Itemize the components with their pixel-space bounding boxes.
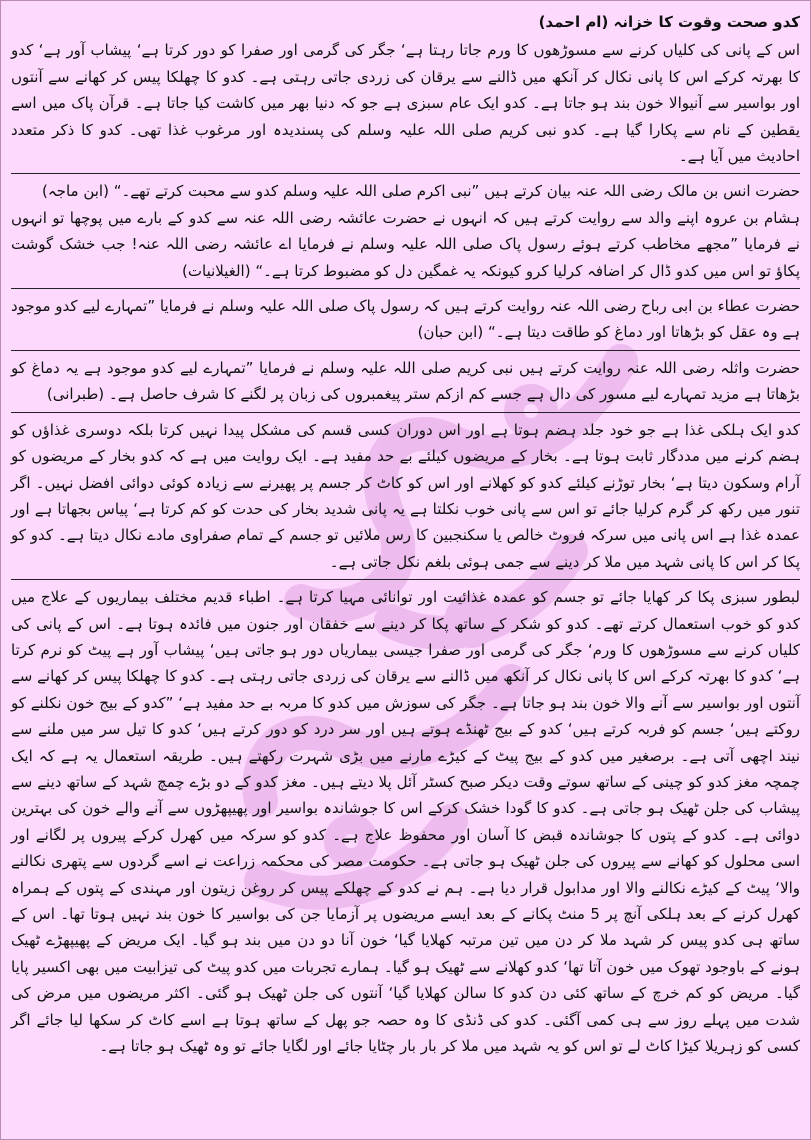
- paragraph-benefits: کدو ایک ہلکی غذا ہے جو خود جلد ہضم ہوتا ہے اور اس دوران کسی قسم کی مشکل پیدا نہیں کرتا بلکہ دوسری غذاؤں کو ہضم کرنے میں مددگار ثابت ہوتا ہے۔ بخار کے مریضوں کیلئے بے حد مفید ہے۔ ایک روایت میں ہے کہ کدو بخار کے مریضوں کو آرام وسکون دیتا ہے‘ بخار توڑنے کیلئے کدو کو کھلانے اور اس کو کاٹ کر جسم پر پھیرنے سے زیادہ کوئی دوائی افضل نہیں۔ اگر تنور میں رکھ کر گرم کرلیا جائے تو اس سے پانی خوب نکلتا ہے یہ پانی شدید بخار کی حدت کو کم کرتا ہے‘ پیاس بجھاتا ہے اور عمدہ غذا ہے اس پانی میں سرکہ فروٹ خالص یا سکنجبین کا رس ملائیں تو جسم کے تمام صفراوی مادے نکال دیتا ہے۔ کدو کو پکا کر اس کا پانی شہد میں ملا کر دینے سے جمی ہوئی بلغم نکل جاتی ہے۔: [11, 417, 800, 580]
- paragraph-hadith-wathila: حضرت واثلہ رضی اللہ عنہ روایت کرتے ہیں نبی کریم صلی اللہ علیہ وسلم نے فرمایا ”تمہارے لیے کدو موجود ہے یہ دماغ کو بڑھاتا ہے مزید تمہارے لیے مسور کی دال ہے جسے کم ازکم ستر پیغمبروں کی زبان پر لگنے کا شرف حاصل ہے۔ (طبرانی): [11, 355, 800, 413]
- paragraph-intro: اس کے پانی کی کلیاں کرنے سے مسوڑھوں کا ورم جاتا رہتا ہے‘ جگر کی گرمی اور صفرا کو دور کرتا ہے‘ پیشاب آور ہے‘ کدو کا بھرتہ کرکے اس کا پانی نکال کر آنکھ میں ڈالنے سے یرقان کی زردی جاتی رہتی ہے۔ کدو کا چھلکا پیس کر کھانے سے آنتوں اور بواسیر سے آنیوالا خون بند ہو جاتا ہے۔ کدو ایک عام سبزی ہے جو کہ دنیا بھر میں کاشت کیا جاتا ہے۔ قرآن پاک میں اسے یقطین کے نام سے پکارا گیا ہے۔ کدو نبی کریم صلی اللہ علیہ وسلم کی پسندیدہ اور مرغوب غذا تھی۔ کدو کا ذکر متعدد احادیث میں آیا ہے۔: [11, 37, 800, 174]
- paragraph-remedies: لبطور سبزی پکا کر کھایا جائے تو جسم کو عمدہ غذائیت اور توانائی مہیا کرتا ہے۔ اطباء قدیم مختلف بیماریوں کے علاج میں کدو کو خوب استعمال کرتے تھے۔ کدو کو شکر کے ساتھ پکا کر دینے سے خفقان اور جنون میں فائدہ ہوتا ہے۔ اس کے پانی کی کلیاں کرنے سے مسوڑھوں کا ورم‘ جگر کی گرمی اور صفرا جیسی بیماریاں دور ہو جاتی ہیں‘ پیشاب آور ہے پیٹ کو نرم کرتا ہے‘ کدو کا بھرتہ کرکے اس کا پانی نکال کر آنکھ میں ڈالنے سے یرقان کی زردی جاتی رہتی ہے۔ کدو کا چھلکا پیس کر کھانے سے آنتوں اور بواسیر سے آنے والا خون بند ہو جاتا ہے۔ جگر کی سوزش میں کدو کا مربہ بے حد مفید ہے‘ ”کدو کے بیج خون نکلنے کو روکتے ہیں‘ جسم کو فربہ کرتے ہیں‘ کدو کے بیج ٹھنڈے ہوتے ہیں اور سر درد کو دور کرتے ہیں‘ کدو کا تیل سر میں ملنے سے نیند اچھی آتی ہے۔ برصغیر میں کدو کے بیج پیٹ کے کیڑے مارنے میں بڑی شہرت رکھتے ہیں۔ طریقہ استعمال یہ ہے کہ ایک چمچہ مغز کدو کو چینی کے ساتھ سوتے وقت دیکر صبح کسٹر آئل پلا دیتے ہیں۔ مغز کدو کے دو بڑے چمچ شہد کے ساتھ دینے سے پیشاب کی جلن ٹھیک ہو جاتی ہے۔ کدو کا گودا خشک کرکے اس کا جوشاندہ بواسیر اور پھیپھڑوں سے آنے والے خون کی بہترین دوائی ہے۔ کدو کے پتوں کا جوشاندہ قبض کا آسان اور محفوظ علاج ہے۔ کدو کو سرکہ میں کھرل کرکے پیروں پر لگانے اور اسی محلول کو کھانے سے پیروں کی جلن ٹھیک ہو جاتی ہے۔ حکومت مصر کی محکمہ زراعت نے اسے گردوں سے پتھری نکالنے والا‘ پیٹ کے کیڑے نکالنے والا اور مدابول قرار دیا ہے۔ ہم نے کدو کے چھلکے پیس کر روغن زیتون اور مہندی کے پتوں کے ہمراہ کھرل کرنے کے بعد ہلکی آنچ پر 5 منٹ پکانے کے بعد ایسے مریضوں پر آزمایا جن کی بواسیر کا خون بند نہیں ہوتا تھا۔ اس کے ساتھ ہی کدو پیس کر شہد ملا کر دن میں تین مرتبہ کھلایا گیا‘ خون آنا دو دن میں بند ہو گیا۔ ایک مریض کے پھیپھڑے ٹھیک ہونے کے باوجود تھوک میں خون آتا تھا‘ کدو کھلانے سے ٹھیک ہو گیا۔ ہمارے تجربات میں کدو پیٹ کی تیزابیت میں بھی اکسیر پایا گیا۔ مریض کو کم خرچ کے ساتھ کئی دن کدو کا سالن کھلایا گیا‘ آنتوں کی جلن ٹھیک ہو گئی۔ اکثر مریضوں میں مرض کی شدت میں پہلے روز سے ہی کمی آگئی۔ کدو کی ڈنڈی کا وہ حصہ جو پھل کے ساتھ ہوتا ہے اسے کاٹ کر سکھا لیا جائے اگر کسی کو زہریلا کیڑا کاٹ لے تو اس کو یہ شہد میں ملا کر بار بار چٹایا جائے اور لگایا جائے تو وہ ٹھیک ہو جاتا ہے۔: [11, 588, 800, 1056]
- paragraph-hadith-anas: حضرت انس بن مالک رضی اللہ عنہ بیان کرتے ہیں ”نبی اکرم صلی اللہ علیہ وسلم کدو سے محبت کرتے تھے۔“ (ابن ماجہ) ہشام بن عروہ اپنے والد سے روایت کرتے ہیں کہ انہوں نے حضرت عائشہ رضی اللہ عنہ سے کدو کے بارے میں پوچھا تو انہوں نے فرمایا ”مجھے مخاطب کرتے ہوئے رسول پاک صلی اللہ علیہ وسلم نے فرمایا اے عائشہ رضی اللہ عنہ! جب خشک گوشت پکاؤ تو اس میں کدو ڈال کر اضافہ کرلیا کرو کیونکہ یہ غمگین دل کو مضبوط کرتا ہے۔“ (الغیلانیات): [11, 178, 800, 289]
- paragraph-hadith-ata: حضرت عطاء بن ابی رباح رضی اللہ عنہ روایت کرتے ہیں کہ رسول پاک صلی اللہ علیہ وسلم نے فرمایا ”تمہارے لیے کدو موجود ہے وہ عقل کو بڑھاتا اور دماغ کو طاقت دیتا ہے۔“ (ابن حبان): [11, 293, 800, 351]
- article-title: کدو صحت وقوت کا خزانہ (ام احمد): [538, 13, 800, 31]
- article-body: [1, 1, 810, 1063]
